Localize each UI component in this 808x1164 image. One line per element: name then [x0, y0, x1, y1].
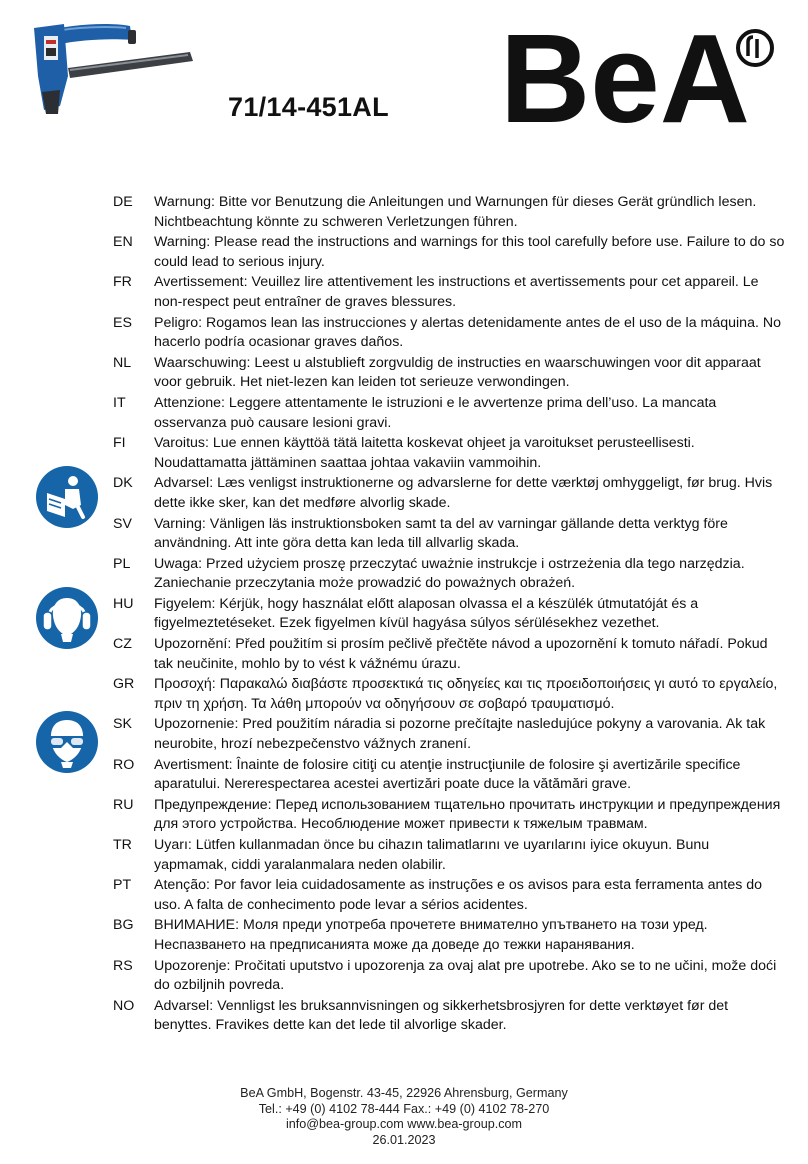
language-code: HU	[113, 595, 134, 612]
stapler-tool-image	[30, 6, 200, 118]
bea-logo	[496, 6, 786, 134]
warning-text: Προσοχή: Παρακαλώ διαβάστε προσεκτικά τις οδηγείες και τις προειδοποιήσεις γι αυτό το εργαλείο, πριν τη χρήση. Τα λάθη μπορούν να οδηγήσουν σε σοβαρό τραυματισμό.	[154, 676, 778, 712]
language-code: DE	[113, 194, 133, 210]
warning-text: Atenção: Por favor leia cuidadosamente as instruções e os avisos para esta ferramenta antes do uso. A falta de conhecimento pode levar a sérios acidentes.	[154, 877, 763, 913]
warning-text: Upozorenje: Pročitati uputstvo i upozorenja za ovaj alat pre upotrebe. Ako se to ne učini, može doći do ozbiljnih povreda.	[154, 957, 777, 994]
language-code: DK	[113, 475, 133, 492]
language-code: FR	[113, 274, 132, 291]
language-code: PL	[113, 555, 131, 572]
warning-ro	[113, 756, 785, 795]
document-date: 26.01.2023	[372, 1132, 436, 1147]
warning-no	[113, 997, 785, 1036]
language-code: IT	[113, 394, 126, 411]
model-number: 71/14-451AL	[228, 92, 389, 122]
safety-sign-eye-protection	[35, 710, 99, 779]
warning-fi	[113, 434, 785, 473]
language-code: EN	[113, 234, 133, 251]
read-manual-icon	[35, 465, 99, 529]
language-code: ES	[113, 314, 132, 331]
warning-text: Upozornění: Před použitím si prosím pečlivě přečtěte návod a upozornění k tomuto nářadí. Pokud tak neučinite, mohlo by to vést k vážnému úrazu.	[154, 636, 768, 672]
warning-text: Figyelem: Kérjük, hogy használat előtt alaposan olvassa el a készülék útmutatóját és a figyelmeztetéseket. Ezek figyelmen kívül hagyása súlyos sérülésekhez vezethet.	[154, 595, 699, 632]
warning-de	[113, 193, 785, 232]
language-code: BG	[113, 917, 134, 934]
language-code: RS	[113, 957, 133, 974]
warning-gr	[113, 675, 785, 714]
document-header	[0, 0, 808, 160]
footer-contact	[0, 1086, 808, 1148]
warning-text: Warning: Please read the instructions and warnings for this tool carefully before use. Failure to do so could lead to serious injury.	[154, 234, 785, 270]
warning-dk	[113, 474, 785, 513]
warning-text: Varning: Vänligen läs instruktionsboken samt ta del av varningar gällande detta verktyg före användning. Att inte göra detta kan leda till allvarlig skada.	[154, 515, 728, 552]
language-code: RO	[113, 756, 135, 773]
warning-pl	[113, 555, 785, 594]
warning-es	[113, 314, 785, 353]
phone-fax: Tel.: +49 (0) 4102 78-444 Fax.: +49 (0) 4102 78-270	[258, 1101, 550, 1116]
email-website[interactable]: info@bea-group.com www.bea-group.com	[285, 1117, 523, 1131]
warning-text: Uyarı: Lütfen kullanmadan önce bu cihazın talimatlarını ve uyarılarını iyice okuyun. Bunu yapmamak, ciddi yaralanmalara neden olabilir.	[154, 837, 710, 873]
warning-sk	[113, 715, 785, 754]
language-code: FI	[113, 435, 126, 452]
warning-en	[113, 233, 785, 272]
warning-rs	[113, 957, 785, 996]
warning-text: Waarschuwing: Leest u alstublieft zorgvuldig de instructies en waarschuwingen voor dit apparaat voor gebruik. Het niet-lezen kan leiden tot serieuze verwondingen.	[154, 354, 761, 391]
eye-protection-icon	[35, 710, 99, 774]
safety-sign-ear-protection	[35, 586, 99, 655]
warning-tr	[113, 836, 785, 875]
warning-text: Attenzione: Leggere attentamente le istruzioni e le avvertenze prima dell’uso. La mancata osservanza può causare lesioni gravi.	[154, 394, 717, 431]
language-code: TR	[113, 837, 132, 853]
language-code: RU	[113, 796, 134, 813]
language-code: GR	[113, 676, 135, 693]
warning-it	[113, 394, 785, 433]
multilingual-warnings	[113, 193, 785, 1037]
warning-ru	[113, 796, 785, 835]
warning-nl	[113, 354, 785, 393]
safety-sign-read-manual	[35, 465, 99, 534]
language-code: PT	[113, 877, 132, 894]
warning-cz	[113, 635, 785, 674]
svg-text:BeA: BeA	[500, 8, 750, 134]
language-code: SK	[113, 716, 132, 733]
warning-bg	[113, 916, 785, 955]
language-code: SV	[113, 515, 132, 532]
language-code: NL	[113, 354, 132, 371]
warning-text: Avertisment: Înainte de folosire citiţi cu atenţie instrucţiunile de folosire şi avertizările specifice aparatului. Nererespectarea acestei avertizări poate duce la vătămări grave.	[154, 756, 741, 793]
warning-hu	[113, 595, 785, 634]
warning-text: Advarsel: Læs venligst instruktionerne og advarslerne for dette værktøj omhyggeligt, før brug. Hvis dette ikke sker, kan det medføre alvorlig skade.	[154, 475, 773, 511]
warning-text: Varoitus: Lue ennen käyttöä tätä laitetta koskevat ohjeet ja varoitukset perusteellisesti. Noudattamatta jättäminen saattaa johtaa vakaviin vammoihin.	[154, 435, 695, 471]
company-address: BeA GmbH, Bogenstr. 43-45, 22926 Ahrensburg, Germany	[240, 1086, 568, 1100]
warning-text: Предупреждение: Перед использованием тщательно прочитать инструкции и предупреждения для этого устройства. Несоблюдение может привести к тяжелым травмам.	[154, 796, 781, 833]
warning-text: Peligro: Rogamos lean las instrucciones y alertas detenidamente antes de el uso de la máquina. No hacerlo podría ocasionar graves daños.	[154, 314, 781, 351]
ear-protection-icon	[35, 586, 99, 650]
warning-sv	[113, 515, 785, 554]
warning-text: Warnung: Bitte vor Benutzung die Anleitungen und Warnungen für dieses Gerät gründlich lesen. Nichtbeachtung könnte zu schweren Verletzungen führen.	[154, 194, 757, 230]
warning-text: Upozornenie: Pred použitím náradia si pozorne prečítajte nasledujúce pokyny a varovania. Ak tak neurobite, hrozí nebezpečenstvo vážnych zranení.	[154, 716, 766, 753]
warning-pt	[113, 876, 785, 915]
warning-text: Uwaga: Przed użyciem proszę przeczytać uważnie instrukcje i ostrzeżenia dla tego narzędzia. Zaniechanie przeczytania może prowadzić do poważnych obrażeń.	[154, 555, 745, 592]
warning-text: ВНИМАНИЕ: Моля преди употреба прочетете внимателно упътването на този уред. Неспазването на предписанията може да доведе до тежки наранявания.	[154, 917, 708, 953]
warning-fr	[113, 273, 785, 312]
language-code: NO	[113, 997, 135, 1014]
warning-text: Advarsel: Vennligst les bruksannvisningen og sikkerhetsbrosjyren for dette verktøyet før det benyttes. Fravikes dette kan det lede til alvorlige skader.	[154, 997, 729, 1034]
warning-text: Avertissement: Veuillez lire attentivement les instructions et avertissements pour cet appareil. Le non-respect peut entraîner de graves blessures.	[154, 274, 759, 310]
language-code: CZ	[113, 636, 132, 653]
